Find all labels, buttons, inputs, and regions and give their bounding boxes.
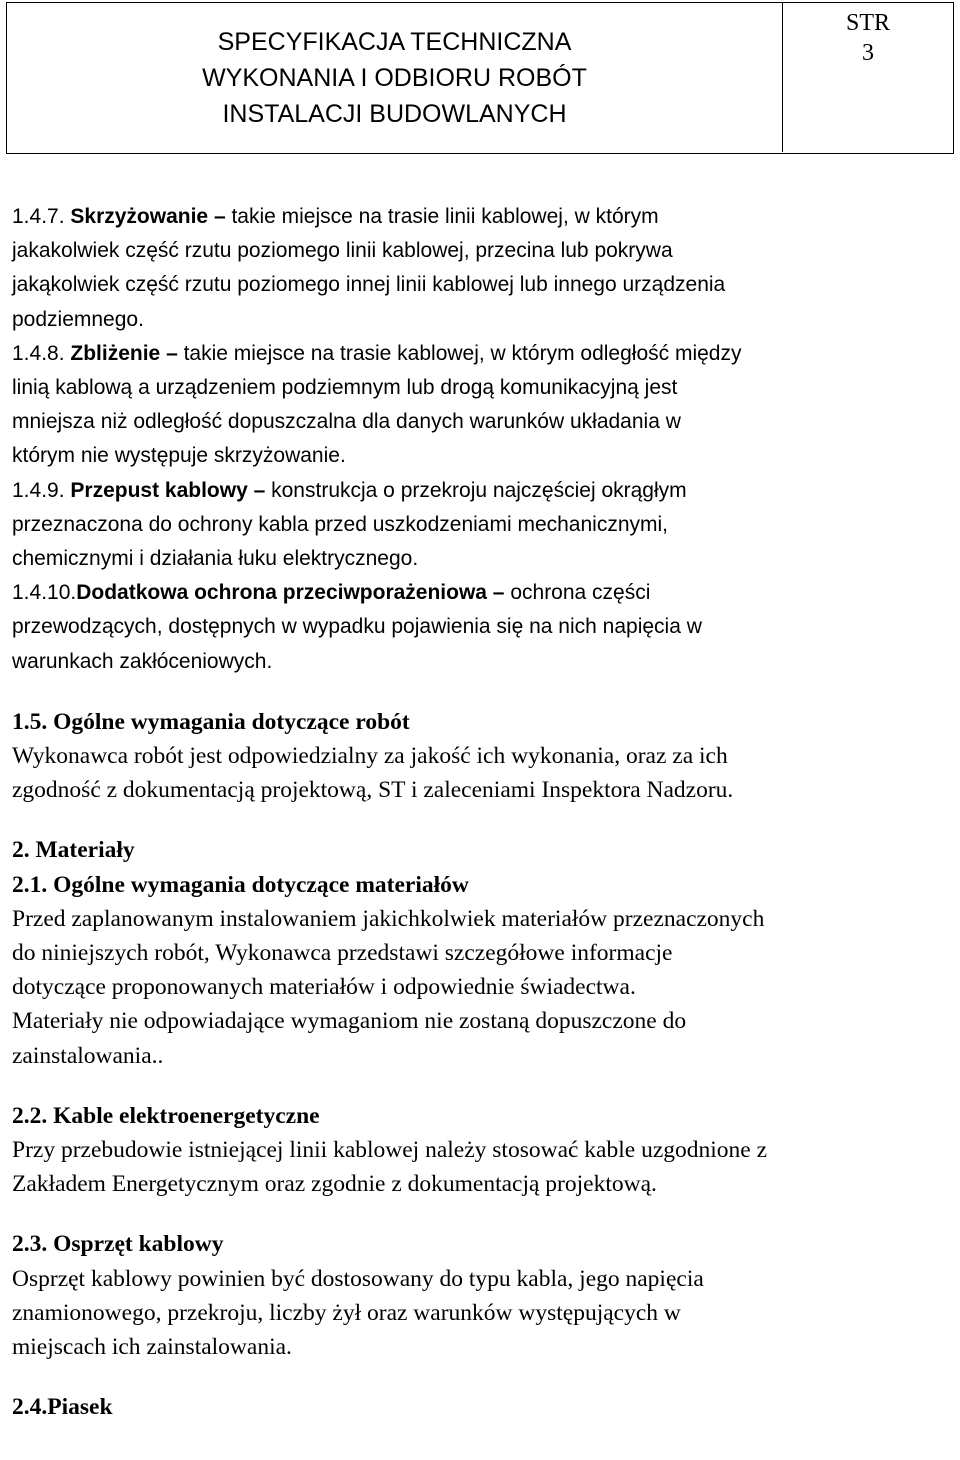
- definition-term: Dodatkowa ochrona przeciwporażeniowa –: [76, 581, 505, 605]
- section-text-line: Materiały nie odpowiadające wymaganiom nie zostaną dopuszczone do: [12, 1008, 687, 1035]
- header-title-line: INSTALACJI BUDOWLANYCH: [222, 99, 567, 128]
- definition-text-line: podziemnego.: [12, 307, 144, 331]
- section-text-line: Zakładem Energetycznym oraz zgodnie z dokumentacją projektową.: [12, 1171, 657, 1198]
- definition-1-4-10: [12, 576, 952, 610]
- header-title: [7, 3, 783, 152]
- section-text-line: Przed zaplanowanym instalowaniem jakichkolwiek materiałów przeznaczonych: [12, 905, 765, 932]
- section-text-line: zainstalowania..: [12, 1042, 164, 1069]
- section-heading-2-3: 2.3. Osprzęt kablowy: [12, 1231, 224, 1258]
- definition-term: Przepust kablowy –: [70, 478, 266, 502]
- spacer: [12, 1364, 952, 1390]
- definition-number: 1.4.8.: [12, 341, 71, 365]
- section-text-line: znamionowego, przekroju, liczby żył oraz warunków występujących w: [12, 1299, 681, 1326]
- definition-text-line: jakąkolwiek część rzutu poziomego innej linii kablowej lub innego urządzenia: [12, 273, 726, 297]
- spacer: [12, 679, 952, 705]
- section-text-line: miejscach ich zainstalowania.: [12, 1334, 292, 1361]
- definition-number: 1.4.10.: [12, 581, 77, 605]
- definition-text: takie miejsce na trasie linii kablowej, w którym: [225, 205, 659, 228]
- definition-1-4-7: [12, 200, 952, 234]
- section-text-line: dotyczące proponowanych materiałów i odpowiednie świadectwa.: [12, 974, 636, 1001]
- page-number: 3: [862, 40, 874, 66]
- definition-term: Zbliżenie –: [70, 341, 178, 365]
- section-text-line: zgodność z dokumentacją projektową, ST i zaleceniami Inspektora Nadzoru.: [12, 777, 734, 804]
- definition-text: takie miejsce na trasie kablowej, w którym odległość między: [177, 341, 742, 365]
- definition-1-4-8: [12, 337, 952, 371]
- definition-text-line: jakakolwiek część rzutu poziomego linii kablowej, przecina lub pokrywa: [12, 239, 673, 263]
- definition-term: Skrzyżowanie –: [70, 205, 226, 228]
- definition-text-line: warunkach zakłóceniowych.: [12, 649, 273, 673]
- header-title-line: SPECYFIKACJA TECHNICZNA: [217, 27, 572, 56]
- definition-text: ochrona części: [504, 581, 651, 605]
- section-text-line: Wykonawca robót jest odpowiedzialny za jakość ich wykonania, oraz za ich: [12, 743, 728, 770]
- section-text-line: Osprzęt kablowy powinien być dostosowany do typu kabla, jego napięcia: [12, 1265, 704, 1292]
- document-header: [6, 2, 954, 154]
- definition-number: 1.4.9.: [12, 478, 71, 502]
- section-text-line: Przy przebudowie istniejącej linii kablowej należy stosować kable uzgodnione z: [12, 1137, 768, 1164]
- section-heading-2-1: 2.1. Ogólne wymagania dotyczące materiałów: [12, 871, 469, 898]
- header-title-line: WYKONANIA I ODBIORU ROBÓT: [202, 63, 587, 92]
- section-heading-2-4: 2.4.Piasek: [12, 1394, 113, 1421]
- page-number-box: [783, 3, 953, 152]
- section-heading-2-2: 2.2. Kable elektroenergetyczne: [12, 1102, 320, 1129]
- section-text-line: do niniejszych robót, Wykonawca przedstawi szczegółowe informacje: [12, 940, 673, 967]
- definition-text-line: którym nie występuje skrzyżowanie.: [12, 444, 346, 468]
- definition-text-line: mniejsza niż odległość dopuszczalna dla danych warunków układania w: [12, 410, 681, 434]
- page-label: STR: [845, 10, 890, 36]
- spacer: [12, 1073, 952, 1099]
- definition-text-line: linią kablową a urządzeniem podziemnym lub drogą komunikacyjną jest: [12, 376, 678, 400]
- section-heading-1-5: 1.5. Ogólne wymagania dotyczące robót: [12, 708, 410, 735]
- spacer: [12, 807, 952, 833]
- definition-text-line: chemicznymi i działania łuku elektrycznego.: [12, 547, 419, 571]
- definition-text-line: przewodzących, dostępnych w wypadku pojawienia się na nich napięcia w: [12, 615, 702, 639]
- definition-number: 1.4.7.: [12, 205, 71, 228]
- definition-1-4-9: [12, 474, 952, 508]
- spacer: [12, 1201, 952, 1227]
- definition-text-line: przeznaczona do ochrony kabla przed uszkodzeniami mechanicznymi,: [12, 512, 669, 536]
- document-body: [12, 200, 952, 1425]
- definition-text: konstrukcja o przekroju najczęściej okrągłym: [265, 478, 687, 502]
- section-heading-2: 2. Materiały: [12, 837, 135, 864]
